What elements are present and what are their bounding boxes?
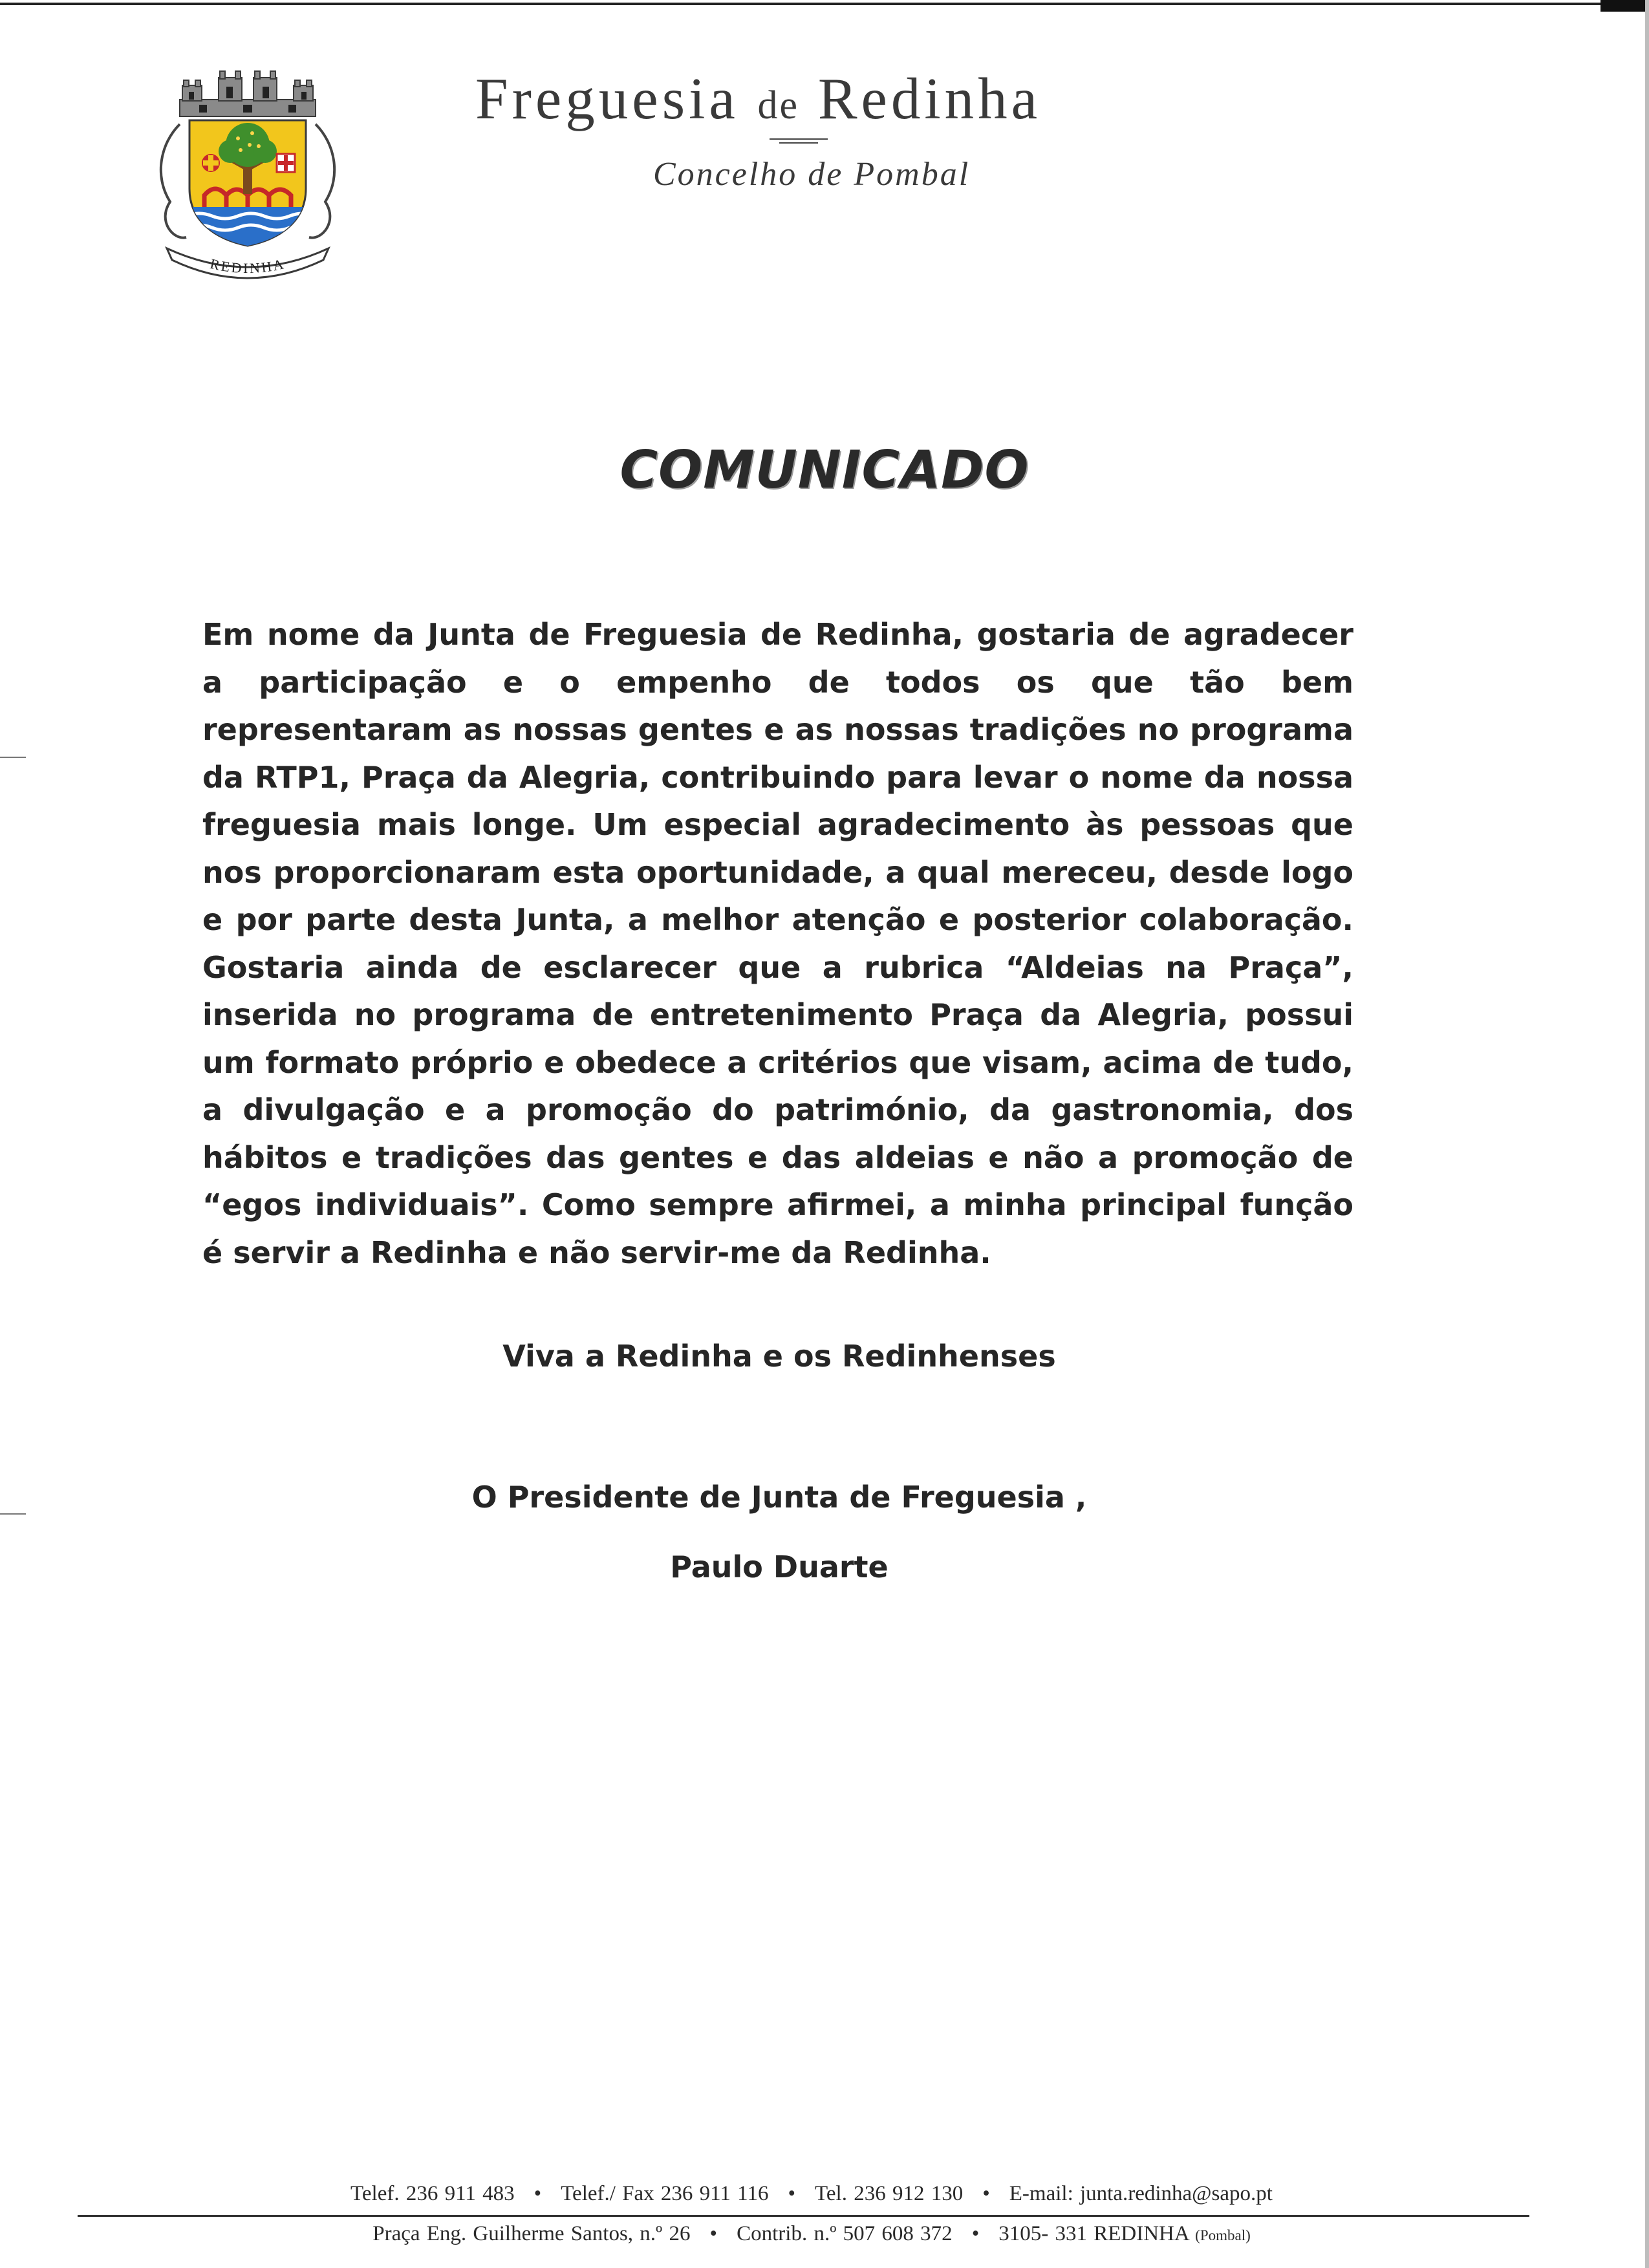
org-name-part1: Freguesia — [475, 66, 739, 131]
cross-left-icon — [202, 154, 220, 172]
org-name-part2: Redinha — [817, 66, 1042, 131]
footer-separator: • — [982, 2182, 990, 2205]
footer-phone1: Telef. 236 911 483 — [350, 2182, 515, 2205]
footer-tax-id: Contrib. n.º 507 608 372 — [737, 2222, 953, 2245]
signatory-role: O Presidente de Junta de Freguesia , — [471, 1480, 1087, 1515]
org-name-de: de — [757, 83, 800, 127]
footer-separator: • — [709, 2222, 718, 2245]
footer-address: Praça Eng. Guilherme Santos, n.º 26 — [372, 2222, 691, 2245]
footer-phone2: Tel. 236 912 130 — [815, 2182, 964, 2205]
organization-name — [475, 65, 1141, 133]
footer-address-line — [278, 2222, 1345, 2246]
signatory-name: Paulo Duarte — [670, 1550, 889, 1584]
coat-of-arms-logo — [154, 66, 341, 279]
organization-subtitle: Concelho de Pombal — [653, 156, 971, 193]
footer-separator: • — [534, 2182, 542, 2205]
footer-contacts — [278, 2182, 1345, 2206]
footer-postal: 3105- 331 REDINHA — [998, 2222, 1189, 2245]
document-title: COMUNICADO — [620, 440, 1029, 500]
closing-salutation: Viva a Redinha e os Redinhenses — [502, 1339, 1056, 1374]
footer-separator: • — [971, 2222, 980, 2245]
fold-mark-upper — [0, 757, 26, 758]
footer-postal-suffix: (Pombal) — [1195, 2227, 1251, 2243]
footer-phone-fax: Telef./ Fax 236 911 116 — [561, 2182, 769, 2205]
flourish-divider — [770, 134, 828, 149]
body-paragraph: Em nome da Junta de Freguesia de Redinha, gostaria de agradecer a participação e o empenho de todos os que tão bem representaram as nossas gentes e as nossas tradições no programa da RTP1, Praça da Alegria, contribuindo para levar o nome da nossa freguesia mais longe. Um especial agradecimento às pessoas que nos proporcionaram esta oportunidade, a qual mereceu, desde logo e por parte desta Junta, a melhor atenção e posterior colaboração. Gostaria ainda de esclarecer que a rubrica “Aldeias na Praça”, inserida no programa de entretenimento Praça da Alegria, possui um formato próprio e obedece a critérios que visam, acima de tudo, a divulgação e a promoção do património, da gastronomia, dos hábitos e tradições das gentes e das aldeias e não a promoção de “egos individuais”. Como sempre afirmei, a minha principal função é servir a Redinha e não servir-me da Redinha. — [202, 617, 1353, 1270]
cross-right-icon — [277, 154, 295, 172]
footer-email: E-mail: junta.redinha@sapo.pt — [1009, 2182, 1273, 2205]
scan-corner-mark — [1600, 0, 1649, 12]
crest-ribbon-text: REDINHA — [208, 255, 287, 277]
svg-text:REDINHA — [209, 255, 287, 276]
footer-separator: • — [788, 2182, 796, 2205]
footer-divider — [78, 2215, 1529, 2217]
scan-edge-top — [0, 3, 1649, 5]
scan-edge-right — [1645, 0, 1649, 2268]
